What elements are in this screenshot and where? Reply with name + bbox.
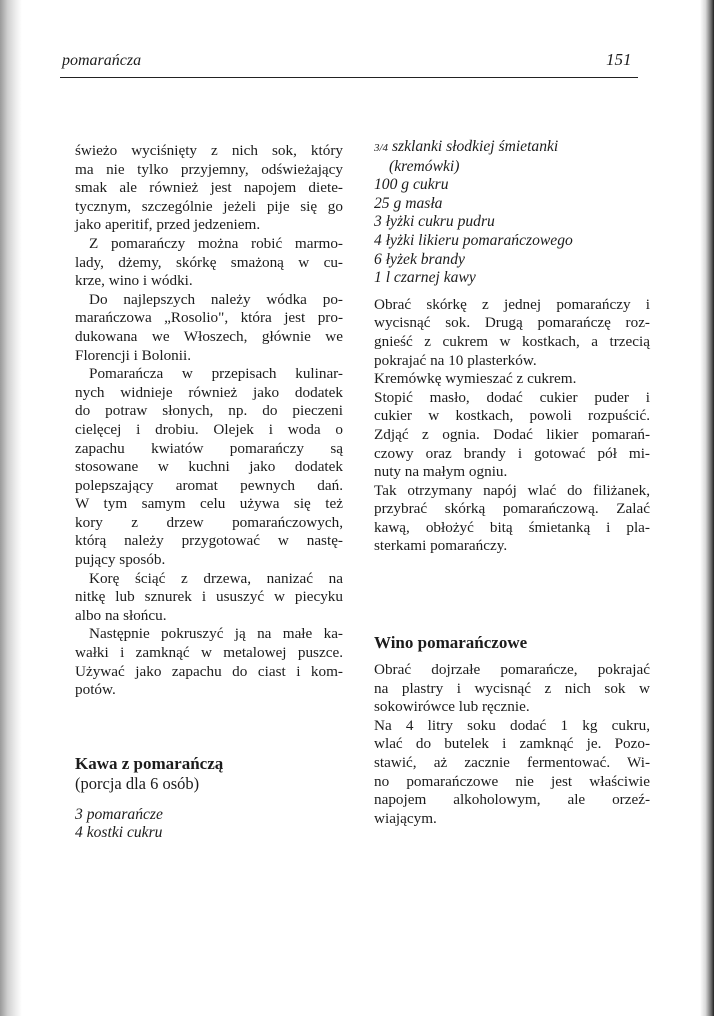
- intro-line: krze, wino i wódki.: [75, 272, 193, 290]
- intro-line: nych widnieje również jako dodatek: [75, 383, 343, 401]
- intro-line: tycznym, szczególnie jeżeli pije się go: [75, 197, 343, 215]
- method-line: przybrać skórką pomarańczową. Zalać: [374, 500, 650, 518]
- method-line: wycisnąć sok. Drugą pomarańczę roz-: [374, 314, 650, 332]
- wine-method-line: wlać do butelek i zamknąć je. Pozo-: [374, 735, 650, 753]
- ingredient-item: 6 łyżek brandy: [374, 250, 465, 268]
- ingredient-item: 4 łyżki likieru pomarańczowego: [374, 231, 573, 249]
- intro-line: Korę ściąć z drzewa, nanizać na: [89, 569, 343, 587]
- ingredient-item: 3 pomarańcze: [75, 805, 163, 823]
- intro-line: potów.: [75, 681, 116, 699]
- page-gutter-shadow: [0, 0, 22, 1016]
- header-rule: [60, 77, 638, 78]
- wine-method-line: no pomarańczowe nie jest właściwie: [374, 772, 650, 790]
- recipe-title-wino: Wino pomarańczowe: [374, 633, 528, 653]
- ingredient-item: 1 l czarnej kawy: [374, 269, 476, 287]
- intro-line: polepszający aromat pewnych dań.: [75, 476, 343, 494]
- ingredient-item-continued: (kremówki): [389, 157, 460, 175]
- intro-line: świeżo wyciśnięty z nich sok, który: [75, 142, 343, 159]
- intro-line: smak ale również jest napojem diete-: [75, 179, 343, 197]
- intro-line: albo na słońcu.: [75, 606, 167, 624]
- intro-line: Używać jako zapachu do ciast i kom-: [75, 662, 343, 680]
- method-line: Kremówkę wymieszać z cukrem.: [374, 370, 577, 388]
- ingredient-item: 100 g cukru: [374, 176, 449, 194]
- left-column: [75, 142, 343, 843]
- intro-line: pujący sposób.: [75, 551, 166, 569]
- intro-line: marańczowa „Rosolio", która jest pro-: [75, 309, 343, 327]
- intro-line: do potraw słonych, np. do pieczeni: [75, 402, 343, 420]
- intro-line: kory z drzew pomarańczowych,: [75, 513, 343, 531]
- intro-line: nitkę lub sznurek i ususzyć w piecyku: [75, 588, 343, 606]
- intro-line: ma nie tylko przyjemny, odświeżający: [75, 160, 343, 178]
- method-line: kawą, obłożyć bitą śmietanką i pla-: [374, 518, 650, 536]
- method-line: Zdjąć z ognia. Dodać likier pomarań-: [374, 425, 650, 443]
- wine-method-line: wiającym.: [374, 809, 437, 827]
- recipe-title-kawa: Kawa z pomarańczą: [75, 753, 224, 773]
- fraction-three-quarters: 3/4: [374, 142, 389, 154]
- page-number: 151: [606, 50, 632, 69]
- ingredient-text: szklanki słodkiej śmietanki: [391, 138, 559, 155]
- wine-method-line: na plastry i wycisnąć z nich sok w: [374, 679, 650, 697]
- page-edge-shadow: [700, 0, 714, 1016]
- method-line: Obrać skórkę z jednej pomarańczy i: [374, 295, 650, 313]
- ingredient-item: 4 kostki cukru: [75, 824, 163, 842]
- intro-line: którą należy przygotować w nastę-: [75, 532, 343, 550]
- method-line: cukier w kostkach, powoli rozpuścić.: [374, 407, 650, 425]
- intro-line: zapachu kwiatów pomarańczy są: [75, 439, 343, 457]
- intro-line: Pomarańcza w przepisach kulinar-: [89, 365, 343, 383]
- intro-line: Do najlepszych należy wódka po-: [89, 290, 343, 308]
- wine-method-line: sokowirówce lub ręcznie.: [374, 698, 530, 716]
- intro-line: lady, dżemy, skórkę smażoną w cu-: [75, 253, 343, 271]
- method-line: nuty na małym ogniu.: [374, 463, 508, 481]
- intro-line: Następnie pokruszyć ją na małe ka-: [89, 625, 343, 643]
- right-column: [374, 138, 650, 828]
- wine-method-line: stawić, aż zacznie fermentować. Wi-: [374, 754, 650, 772]
- wine-method-line: Obrać dojrzałe pomarańcze, pokrajać: [374, 661, 650, 679]
- intro-line: cielęcej i drobiu. Olejek i woda o: [75, 420, 343, 438]
- method-line: czowy oraz brandy i gotować pół mi-: [374, 444, 650, 462]
- ingredient-item: [374, 138, 650, 158]
- ingredient-item: 3 łyżki cukru pudru: [374, 213, 495, 231]
- intro-line: dukowana we Włoszech, głównie we: [75, 327, 343, 345]
- intro-line: stosowane w kuchni jako dodatek: [75, 458, 343, 476]
- intro-line: wałki i zamknąć w metalowej puszce.: [75, 644, 343, 662]
- wine-method-line: napojem alkoholowym, ale orzeź-: [374, 791, 650, 809]
- method-line: gnieść z cukrem w kostkach, a trzecią: [374, 332, 650, 350]
- method-line: Tak otrzymany napój wlać do filiżanek,: [374, 481, 650, 499]
- method-line: Stopić masło, dodać cukier puder i: [374, 388, 650, 406]
- wine-method-line: Na 4 litry soku dodać 1 kg cukru,: [374, 716, 650, 734]
- recipe-portion: (porcja dla 6 osób): [75, 773, 200, 793]
- intro-line: W tym samym celu używa się też: [75, 495, 343, 513]
- method-line: sterkami pomarańczy.: [374, 537, 508, 555]
- running-head-title: pomarańcza: [62, 52, 142, 69]
- intro-line: jako aperitif, przed jedzeniem.: [75, 216, 261, 234]
- method-line: pokrajać na 10 plasterków.: [374, 351, 537, 369]
- intro-line: Florencji i Bolonii.: [75, 346, 192, 364]
- intro-line: Z pomarańczy można robić marmo-: [89, 234, 343, 252]
- ingredient-item: 25 g masła: [374, 194, 443, 212]
